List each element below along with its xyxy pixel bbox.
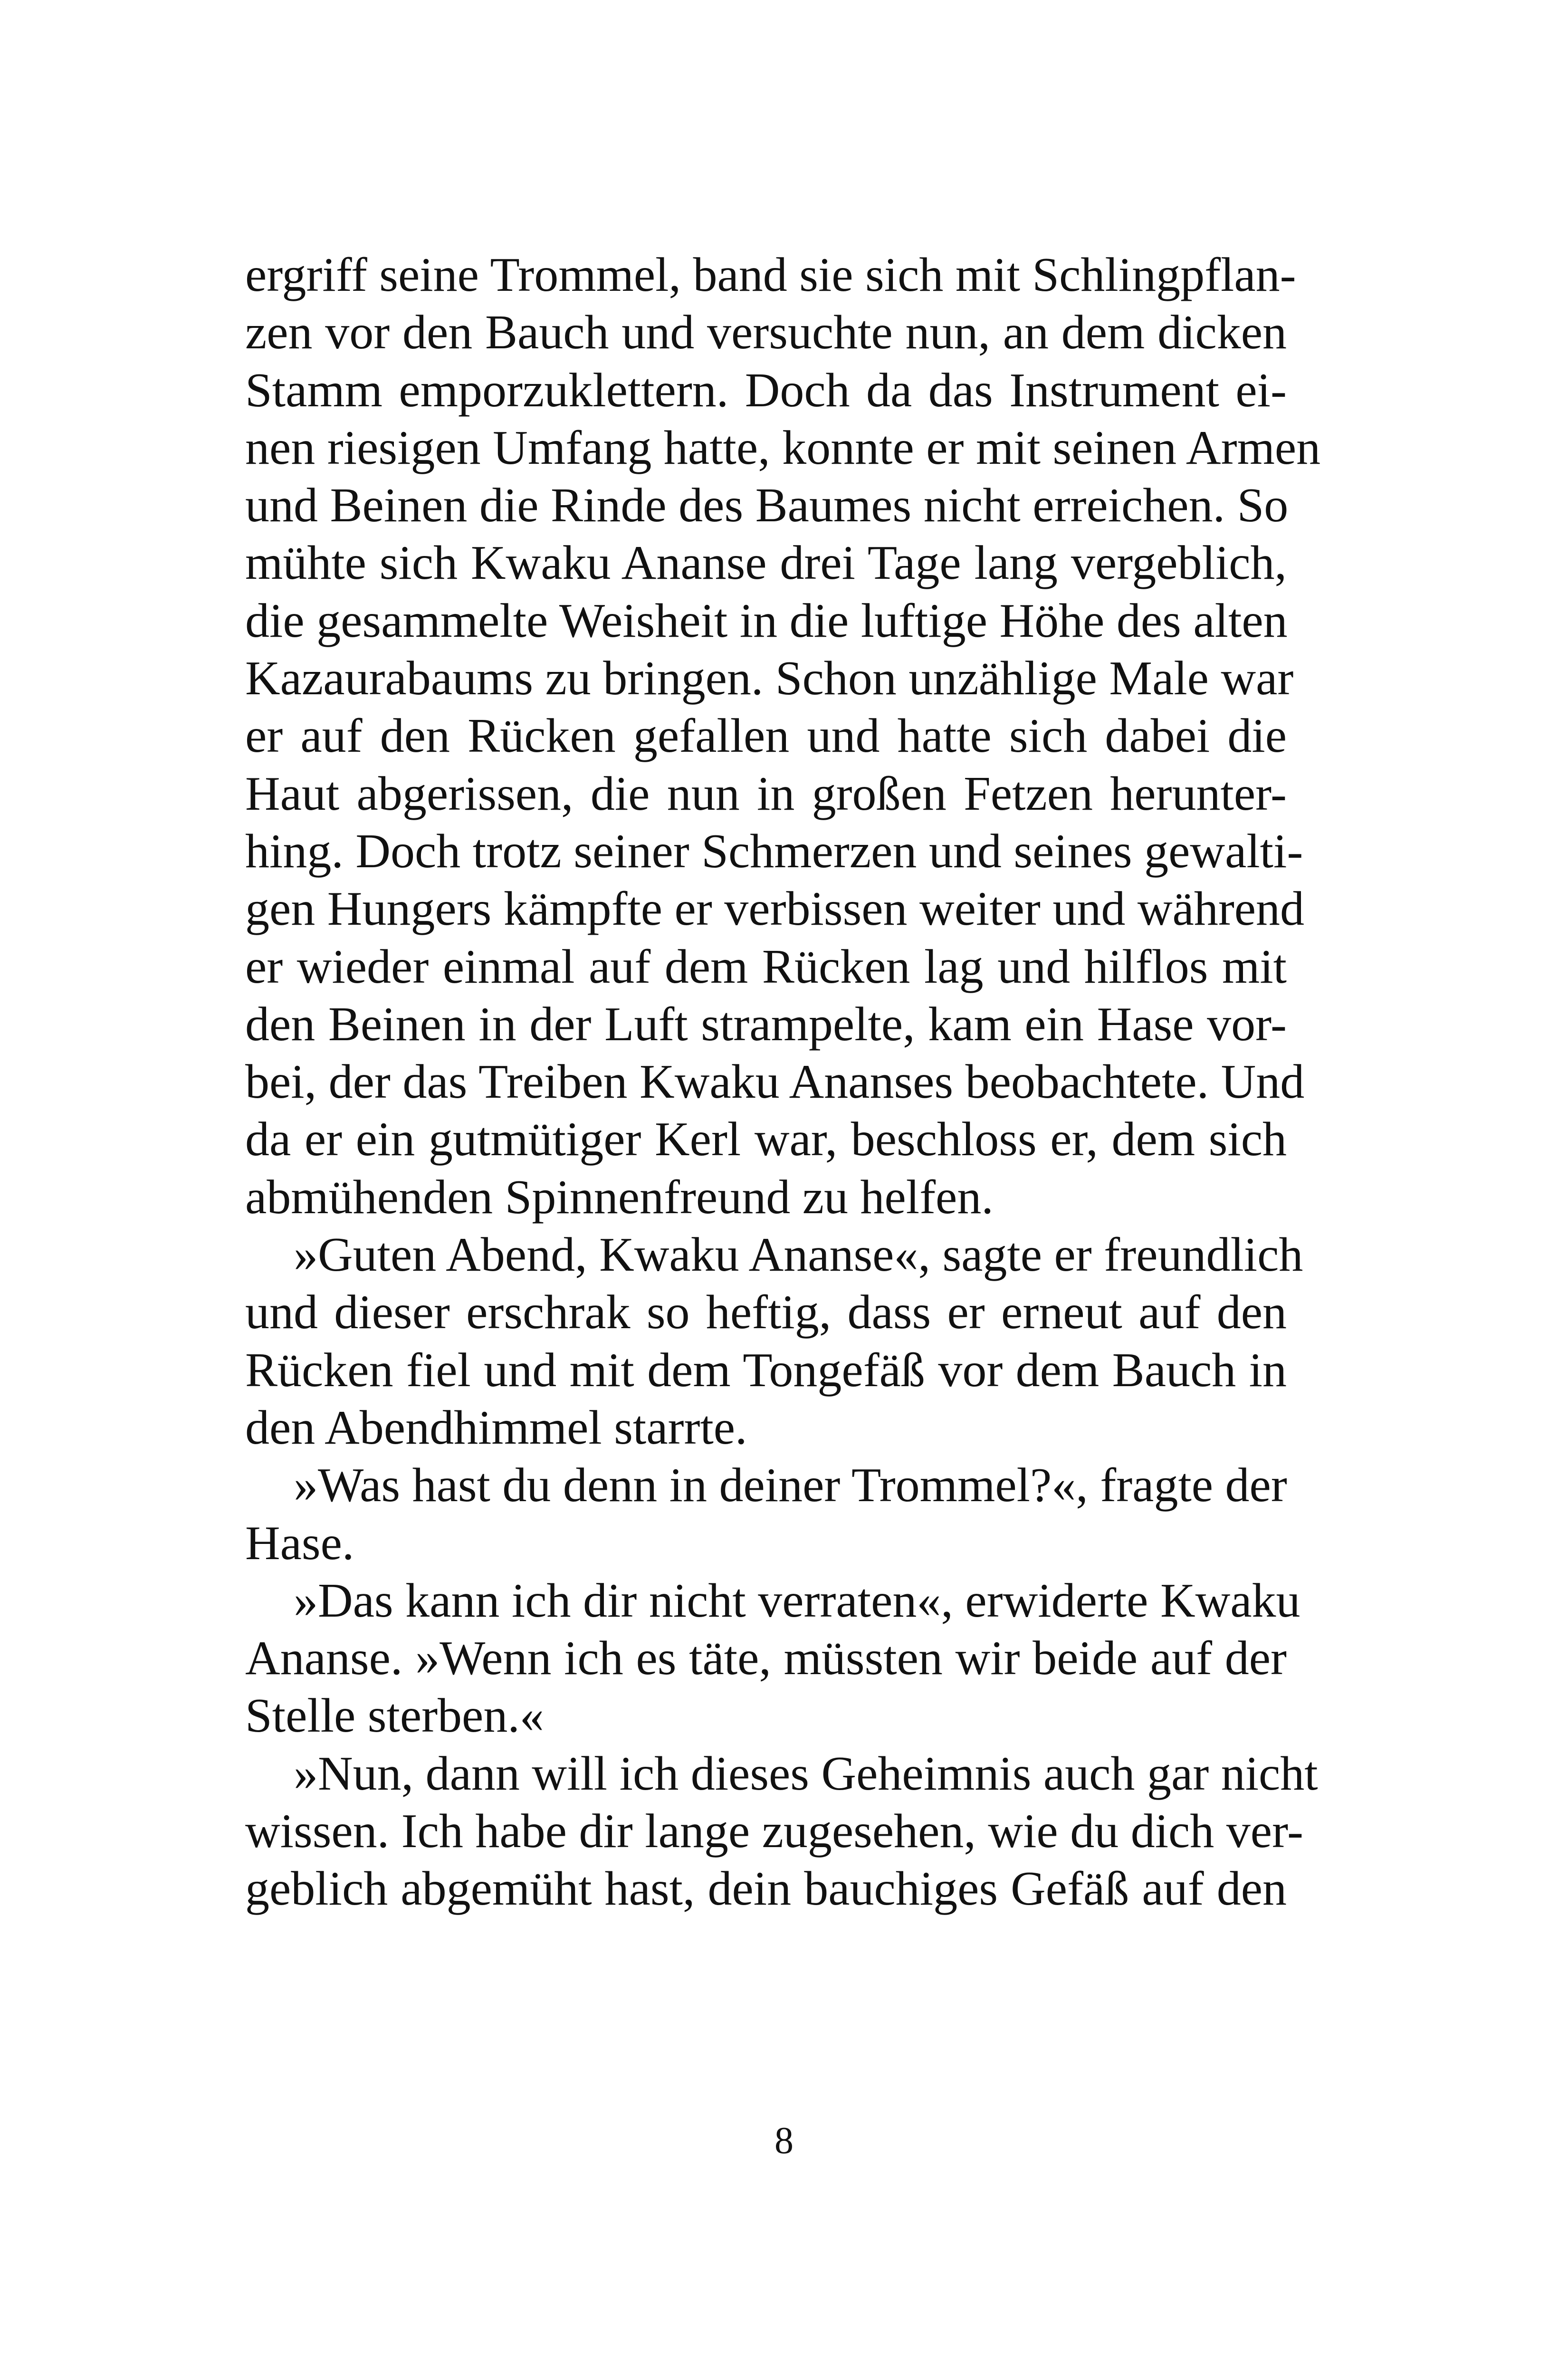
text-line: ergriff seine Trommel, band sie sich mit Schlingpflan- xyxy=(245,248,1296,302)
text-line: »Was hast du denn in deiner Trommel?«, fragte der xyxy=(294,1458,1287,1513)
page-number: 8 xyxy=(774,2120,794,2162)
text-line: Haut abgerissen, die nun in großen Fetzen herunter- xyxy=(245,766,1287,821)
text-line: Rücken fiel und mit dem Tongefäß vor dem Bauch in xyxy=(245,1343,1287,1397)
text-line: er auf den Rücken gefallen und hatte sich dabei die xyxy=(245,709,1287,763)
text-line: Hase. xyxy=(245,1516,354,1570)
text-line: Stamm emporzuklettern. Doch da das Instrument ei- xyxy=(245,363,1287,417)
text-line: den Abendhimmel starrte. xyxy=(245,1400,747,1455)
text-line: die gesammelte Weisheit in die luftige Höhe des alten xyxy=(245,594,1288,648)
text-line: Stelle sterben.« xyxy=(245,1689,544,1743)
text-line: geblich abgemüht hast, dein bauchiges Gefäß auf den xyxy=(245,1862,1287,1916)
text-line: abmühenden Spinnenfreund zu helfen. xyxy=(245,1170,994,1224)
text-line: nen riesigen Umfang hatte, konnte er mit seinen Armen xyxy=(245,421,1321,475)
text-line: hing. Doch trotz seiner Schmerzen und seines gewalti- xyxy=(245,824,1303,878)
text-line: und dieser erschrak so heftig, dass er erneut auf den xyxy=(245,1285,1287,1340)
text-line: »Das kann ich dir nicht verraten«, erwiderte Kwaku xyxy=(294,1573,1300,1628)
body-text xyxy=(245,246,1321,1918)
text-line: wissen. Ich habe dir lange zugesehen, wie du dich ver- xyxy=(245,1804,1303,1859)
text-line: er wieder einmal auf dem Rücken lag und hilflos mit xyxy=(245,939,1287,994)
text-line: und Beinen die Rinde des Baumes nicht erreichen. So xyxy=(245,479,1289,533)
text-line: bei, der das Treiben Kwaku Ananses beobachtete. Und xyxy=(245,1055,1305,1109)
text-line: da er ein gutmütiger Kerl war, beschloss er, dem sich xyxy=(245,1112,1287,1167)
text-line: gen Hungers kämpfte er verbissen weiter und während xyxy=(245,882,1305,936)
text-line: Ananse. »Wenn ich es täte, müssten wir beide auf der xyxy=(245,1631,1287,1686)
text-line: mühte sich Kwaku Ananse drei Tage lang vergeblich, xyxy=(245,536,1287,590)
text-line: den Beinen in der Luft strampelte, kam ein Hase vor- xyxy=(245,997,1287,1051)
text-line: »Guten Abend, Kwaku Ananse«, sagte er freundlich xyxy=(294,1228,1303,1282)
text-line: »Nun, dann will ich dieses Geheimnis auch gar nicht xyxy=(294,1746,1318,1801)
text-line: zen vor den Bauch und versuchte nun, an dem dicken xyxy=(245,306,1287,360)
text-line: Kazaurabaums zu bringen. Schon unzählige Male war xyxy=(245,651,1294,706)
